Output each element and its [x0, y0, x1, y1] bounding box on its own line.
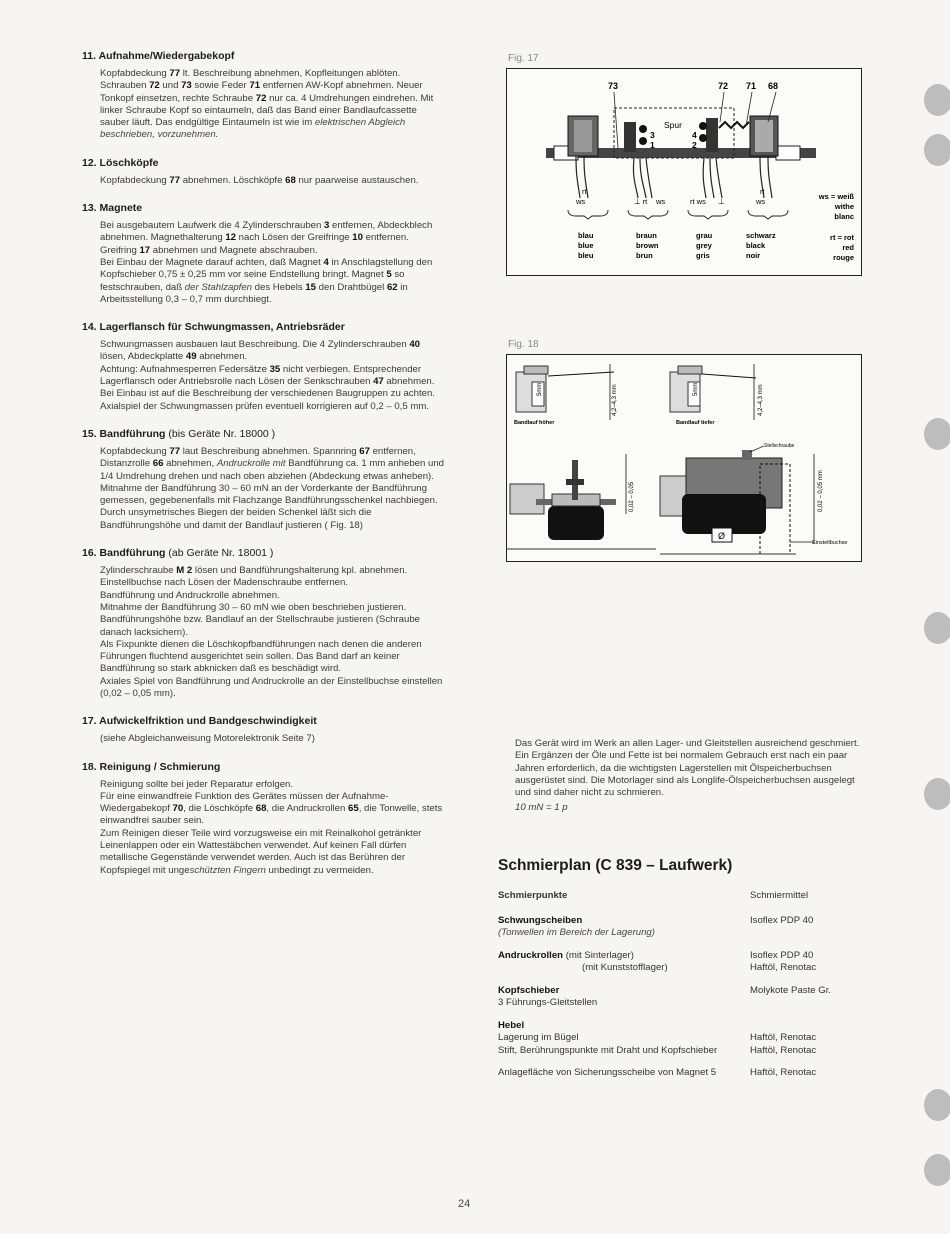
section-heading [82, 547, 444, 559]
part-reference: 67 [359, 445, 370, 457]
wire-label-2a: ⊥ rt [634, 197, 648, 206]
binding-hole [924, 612, 950, 644]
part-reference: 72 [149, 80, 160, 92]
lube-point-label: Schwungscheiben [498, 914, 583, 926]
text-run: lösen, Abdeckplatte [100, 351, 186, 363]
color-grey: grey [696, 241, 712, 250]
callout-68: 68 [768, 81, 779, 91]
symbol-oslash: Ø [718, 531, 726, 541]
part-reference: 73 [181, 80, 192, 92]
left-column [82, 50, 444, 892]
lube-point [498, 1010, 750, 1033]
fig17-drawing [506, 68, 862, 276]
text-run: Bei ausgebautem Laufwerk die 4 Zylinderschrauben [100, 220, 324, 232]
binding-holes [908, 80, 950, 1200]
text-run: schützten Fingern [189, 864, 266, 876]
section-number: 13. [82, 202, 97, 215]
paragraph [100, 733, 444, 745]
color-blue: blue [578, 241, 594, 250]
part-reference: 4 [323, 256, 329, 268]
text-run: , die Tonwelle, stets einwandfrei sauber sein. [100, 803, 443, 827]
legend-ws-1: ws = weiß [818, 192, 854, 201]
text-run: lösen und Bandführungshalterung kpl. abnehmen. Einstellbuchse nach Lösen der Madenschraube entfernen. [100, 565, 408, 589]
text-run: Reinigung sollte bei jeder Reparatur erfolgen. [100, 778, 294, 790]
callout-72: 72 [718, 81, 729, 91]
table-header-row [498, 890, 864, 915]
text-run: Andruckrolle mit [216, 458, 286, 470]
paragraph [100, 483, 444, 532]
part-reference: 17 [139, 244, 151, 256]
paragraph [100, 220, 444, 257]
section-body [100, 339, 444, 413]
section-body [100, 446, 444, 532]
section-16 [82, 547, 444, 700]
section-body [100, 779, 444, 877]
text-run: Schwungmassen ausbauen laut Beschreibung. Die 4 Zylinderschrauben [100, 339, 410, 351]
paragraph [100, 68, 444, 142]
lubricant [750, 927, 864, 940]
text-run: den Drahtbügel [316, 281, 387, 293]
section-body [100, 68, 444, 142]
section-heading [82, 715, 444, 727]
table-row [498, 1045, 864, 1058]
table-row [498, 997, 864, 1010]
color-braun: braun [636, 231, 657, 240]
track-4: 4 [692, 130, 697, 140]
paragraph [100, 339, 444, 364]
lube-point-label: (mit Kunststofflager) [582, 962, 668, 973]
dim-5mm-left: 5mm [537, 382, 543, 396]
part-reference: 40 [409, 339, 420, 351]
lube-point-label: 3 Führungs-Gleitstellen [498, 997, 598, 1008]
track-2: 2 [692, 140, 697, 150]
lube-point [498, 962, 750, 975]
text-run: lt. Beschreibung abnehmen, Kopfleitungen ablöten. Schrauben [100, 68, 401, 92]
color-black: black [746, 241, 766, 250]
color-blau: blau [578, 231, 594, 240]
table-row [498, 1032, 864, 1045]
paragraph [100, 257, 444, 306]
binding-hole [924, 778, 950, 810]
part-reference: 49 [185, 351, 197, 363]
color-noir: noir [746, 251, 761, 260]
part-reference: 5 [386, 269, 392, 281]
dim-axial-mm: 0,02 – 0,05 mm [818, 470, 824, 512]
text-run: Bei Einbau ist auf die Beschreibung der verschiedenen Baugruppen zu achten. Axialspiel der Schwungmassen prüfen eventuell korrigieren auf 0,2 – 0,5 mm. [100, 388, 435, 412]
lube-point [498, 1057, 750, 1080]
dim-range-left: 4,2–4,3 mm [612, 384, 618, 416]
paragraph [100, 791, 444, 828]
label-bandlauf-hoeher: Bandlauf höher [514, 420, 555, 426]
lubricant: Haftöl, Renotac [750, 1044, 817, 1056]
text-run: Mitnahme der Bandführung 30 – 60 mN an der Vorderkante der Bandführung gemessen, gegebenenfalls mit Flachzange Bandführungsschenkel nachbiegen. Durch unsymetrisches Biegen der beiden Schenkel läßt sich die Bandführungshöhe und damit der Bandlauf justieren ( Fig. 18) [100, 482, 438, 531]
text-run: und [159, 80, 182, 92]
legend-ws-3: blanc [834, 212, 854, 221]
text-run: Zylinderschraube [100, 565, 177, 577]
lubricant: Molykote Paste Gr. [750, 984, 832, 996]
text-run: nur ca. 4 Umdrehungen eindrehen. Mit linker Schraube Kopf so eintaumeln, daß das Band einer Bandlaufcassette sauber läuft. Das endgültige Eintaumeln ist wie im [100, 92, 434, 129]
schmierplan-title: Schmierplan (C 839 – Laufwerk) [498, 857, 733, 874]
lubricant: Isoflex PDP 40 [750, 914, 814, 926]
section-title: Magnete [99, 202, 143, 215]
part-reference: 68 [285, 174, 296, 186]
legend-rt-2: red [842, 243, 854, 252]
callout-73: 73 [608, 81, 619, 91]
text-run: abnehmen, [163, 458, 217, 470]
lube-point-label: Kopfschieber [498, 984, 560, 996]
binding-hole [924, 418, 950, 450]
section-title: Bandführung [99, 427, 166, 440]
text-run: Kopfabdeckung [100, 68, 170, 79]
lubricant: Haftöl, Renotac [750, 1067, 817, 1078]
text-run: unbedingt zu vermeiden. [265, 864, 374, 876]
section-body [100, 565, 444, 700]
color-brun: brun [636, 251, 653, 260]
paragraph [100, 388, 444, 413]
text-run: so festschrauben, daß [100, 269, 405, 293]
text-run: Kopfabdeckung [100, 174, 170, 186]
part-reference: 3 [324, 220, 330, 232]
table-row [498, 975, 864, 998]
text-run: entfernen, Distanzrolle [100, 445, 416, 470]
section-number: 15. [82, 427, 97, 440]
wire-label-4a: rt [760, 187, 765, 196]
lubricant: Haftöl, Renotac [750, 962, 817, 973]
section-heading [82, 50, 444, 62]
paragraph [100, 590, 444, 602]
paragraph [100, 639, 444, 676]
section-subtitle: (bis Geräte Nr. 18000 ) [168, 427, 276, 440]
text-run: Bei Einbau der Magnete darauf achten, daß Magnet [100, 256, 324, 268]
fig18-drawing [506, 354, 862, 562]
text-run: der Stahlzapfen [184, 281, 252, 293]
section-number: 14. [82, 321, 97, 334]
section-title: Bandführung [99, 547, 166, 560]
lubricant [750, 997, 864, 1010]
lubricant: Isoflex PDP 40 [750, 949, 814, 961]
part-reference: 70 [172, 803, 184, 815]
track-3: 3 [650, 130, 655, 140]
lubrication-note [515, 738, 861, 815]
figure-17 [506, 68, 862, 276]
section-14 [82, 321, 444, 413]
color-schwarz: schwarz [746, 231, 776, 240]
section-title: Aufnahme/Wiedergabekopf [98, 50, 235, 62]
section-number: 17. [82, 715, 97, 728]
section-title: Reinigung / Schmierung [99, 760, 221, 773]
wire-label-1a: rt [582, 187, 587, 196]
part-reference: 77 [169, 174, 181, 186]
text-run: in Arbeitsstellung 0,3 – 0,7 mm durchbiegt. [100, 281, 408, 305]
paragraph [100, 364, 444, 389]
lube-point-suffix: (mit Sinterlager) [563, 949, 634, 961]
label-einstellbuchse: Einstellbuchse [812, 540, 848, 546]
section-number: 12. [82, 156, 97, 169]
part-reference: 35 [269, 363, 281, 375]
paragraph [100, 676, 444, 701]
color-bleu: bleu [578, 251, 594, 260]
text-run: Bandführung ca. 1 mm anheben und 1/4 Umdrehung drehen und nach oben abziehen (Abdeckung etwas anheben). [100, 458, 445, 482]
binding-hole [924, 1089, 950, 1121]
fig18-caption: Fig. 18 [508, 339, 539, 350]
binding-hole [924, 134, 950, 166]
color-brown: brown [636, 241, 659, 250]
text-run: abnehmen. [383, 376, 435, 388]
section-title: Lagerflansch für Schwungmassen, Antriebsräder [99, 321, 345, 334]
section-15 [82, 428, 444, 532]
text-run: nach Lösen der Greifringe [236, 232, 353, 244]
section-number: 16. [82, 547, 97, 560]
lube-point-label: (Tonwellen im Bereich der Lagerung) [498, 927, 655, 938]
paragraph [100, 446, 444, 483]
part-reference: 12 [225, 232, 237, 244]
dim-range-right: 4,2–4,3 mm [758, 384, 764, 416]
paragraph [100, 175, 444, 187]
part-reference: 77 [169, 68, 181, 79]
legend-rt-3: rouge [833, 253, 854, 262]
part-reference: 47 [373, 376, 384, 388]
section-heading [82, 761, 444, 773]
lube-point-label: Hebel [498, 1019, 525, 1031]
part-reference: 68 [255, 803, 267, 815]
text-run: , die Andruckrollen [266, 803, 349, 815]
text-run: sowie Feder [191, 80, 250, 92]
table-row [498, 962, 864, 975]
text-run: Für eine einwandfreie Funktion des Gerätes müssen der Aufnahme-Wiedergabekopf [100, 790, 389, 815]
text-run: abnehmen und Magnete abschrauben. [150, 244, 318, 256]
text-run: Als Fixpunkte dienen die Löschkopfbandführungen nach denen die anderen Führungen fluchtend ausgerichtet sein sollen. Das Band darf an keiner Bandführung so stark abknicken daß es beschädigt wird. [100, 638, 422, 675]
section-title: Aufwickelfriktion und Bandgeschwindigkeit [99, 715, 317, 728]
part-reference: 77 [169, 445, 181, 457]
text-run: Zum Reinigen dieser Teile wird vorzugsweise ein mit Reinalkohol getränkter Leinenlappen oder ein Wattestäbchen verwendet. Auf keinen Fall dürfen metallische Gegenstände verwendet werden. Auch ist das Berühren der Kopfspiegel mit unge [100, 827, 422, 876]
section-12 [82, 157, 444, 187]
callout-71: 71 [746, 81, 757, 91]
table-row [498, 1057, 864, 1080]
text-run: elektrischen Abgleich beschrieben, vorzunehmen. [100, 117, 406, 141]
section-13 [82, 202, 444, 306]
color-gris: gris [696, 251, 710, 260]
part-reference: 71 [249, 80, 261, 92]
text-run: entfernen AW-Kopf abnehmen. Neuer Tonkopf einsetzen, rechte Schraube [100, 80, 423, 104]
part-reference: 66 [152, 458, 164, 470]
lube-point-label: Lagerung im Bügel [498, 1032, 579, 1043]
lube-point [498, 975, 750, 998]
note-formula: 10 mN = 1 p [515, 802, 568, 814]
section-body [100, 733, 444, 745]
dim-5mm-right: 5mm [693, 382, 699, 396]
lube-point-label: Andruckrollen [498, 949, 564, 961]
section-heading [82, 428, 444, 440]
lube-point [498, 1032, 750, 1045]
page-number: 24 [458, 1198, 471, 1210]
section-number: 18. [82, 760, 97, 773]
header-schmierpunkte: Schmierpunkte [498, 890, 568, 901]
legend-rt-1: rt = rot [830, 233, 854, 242]
paragraph [100, 828, 444, 877]
section-heading [82, 157, 444, 169]
lube-point [498, 940, 750, 963]
text-run: nur paarweise austauschen. [295, 174, 419, 186]
section-body [100, 175, 444, 187]
section-heading [82, 202, 444, 214]
text-run: Axiales Spiel von Bandführung und Andruckrolle an der Einstellbuchse einstellen (0,02 – 0,05 mm). [100, 675, 443, 699]
spur-label: Spur [664, 120, 682, 130]
wire-label-2b: ws [656, 197, 666, 206]
text-run: (siehe Abgleichanweisung Motorelektronik Seite 7) [100, 733, 315, 745]
text-run: laut Beschreibung abnehmen. Spannring [180, 445, 360, 457]
wire-label-3b: ⊥ [718, 197, 725, 206]
section-title: Löschköpfe [99, 156, 159, 169]
section-11 [82, 50, 444, 142]
section-number: 11. [82, 50, 97, 62]
part-reference: 65 [348, 803, 359, 815]
text-run: abnehmen. [196, 351, 248, 363]
section-subtitle: (ab Geräte Nr. 18001 ) [168, 547, 274, 560]
label-stellschraube: Stellschraube [764, 443, 795, 449]
table-row [498, 915, 864, 928]
paragraph [100, 565, 444, 590]
label-bandlauf-tiefer: Bandlauf tiefer [676, 420, 715, 426]
table-row [498, 1010, 864, 1033]
lube-point [498, 997, 750, 1010]
text-run: abnehmen. Löschköpfe [180, 174, 286, 186]
binding-hole [924, 1154, 950, 1186]
dim-axial: 0,02 – 0,05 [629, 481, 635, 512]
lubricant [750, 1010, 864, 1033]
part-reference: 15 [305, 281, 316, 293]
section-heading [82, 321, 444, 333]
part-reference: 72 [255, 92, 267, 104]
text-run: Bandführungshöhe bzw. Bandlauf an der Stellschraube justieren (Schraube danach lacksichern). [100, 614, 421, 638]
schmierplan-table [498, 890, 864, 1080]
table-row [498, 927, 864, 940]
text-run: entfernen, Abdeckblech abnehmen. Magnethalterung [100, 220, 433, 244]
text-run: Bandführung und Andruckrolle abnehmen. [100, 589, 280, 601]
lube-point-label: Anlagefläche von Sicherungsscheibe von Magnet 5 [498, 1067, 717, 1078]
text-run: Achtung: Aufnahmesperren Federsätze [100, 363, 270, 375]
text-run: in Anschlagstellung den Kopfschieber 0,75 ± 0,25 mm vor seine Endstellung bringt. Magnet [100, 256, 433, 281]
table-row [498, 940, 864, 963]
paragraph [100, 614, 444, 639]
text-run: entfernen. Greifring [100, 232, 409, 256]
binding-hole [924, 84, 950, 116]
part-reference: M 2 [176, 565, 193, 577]
text-run: nicht verbiegen. Entsprechender Lagerflansch oder Antriebsrolle nach Lösen der Senkschrauben [100, 363, 422, 388]
note-text: Das Gerät wird im Werk an allen Lager- und Gleitstellen ausreichend geschmiert. Ein Ergänzen der Öle und Fette ist bei normalem Gebrauch erst nach ein paar Jahren erforderlich, da die wichtigsten Lagerstellen mit Ölspeicherbuchsen ausgerüstet sind. Die Motorlager sind als Longlife-Ölspeicherbuchsen ausgelegt und sind daher nicht zu schmieren. [515, 738, 860, 799]
track-1: 1 [650, 140, 655, 150]
paragraph [100, 602, 444, 614]
lube-point [498, 1045, 750, 1058]
legend-ws-2: withe [834, 202, 854, 211]
part-reference: 10 [352, 232, 363, 244]
paragraph [100, 779, 444, 791]
fig17-caption: Fig. 17 [508, 53, 539, 64]
wire-label-1b: ws [576, 197, 586, 206]
text-run: des Hebels [252, 281, 306, 293]
header-schmiermittel: Schmiermittel [750, 890, 809, 901]
figure-18 [506, 354, 862, 562]
lubricant: Haftöl, Renotac [750, 1032, 817, 1043]
text-run: Mitnahme der Bandführung 30 – 60 mN wie oben beschrieben justieren. [100, 601, 407, 613]
lube-point [498, 915, 750, 928]
section-body [100, 220, 444, 306]
section-17 [82, 715, 444, 745]
lube-point [498, 927, 750, 940]
wire-label-4b: ws [756, 197, 766, 206]
part-reference: 62 [386, 281, 398, 293]
text-run: Kopfabdeckung [100, 445, 170, 457]
section-18 [82, 761, 444, 877]
color-grau: grau [696, 231, 713, 240]
text-run: , die Löschköpfe [183, 803, 256, 815]
lube-point-label: Stift, Berührungspunkte mit Draht und Kopfschieber [498, 1044, 718, 1056]
wire-label-3a: rt ws [690, 197, 706, 206]
